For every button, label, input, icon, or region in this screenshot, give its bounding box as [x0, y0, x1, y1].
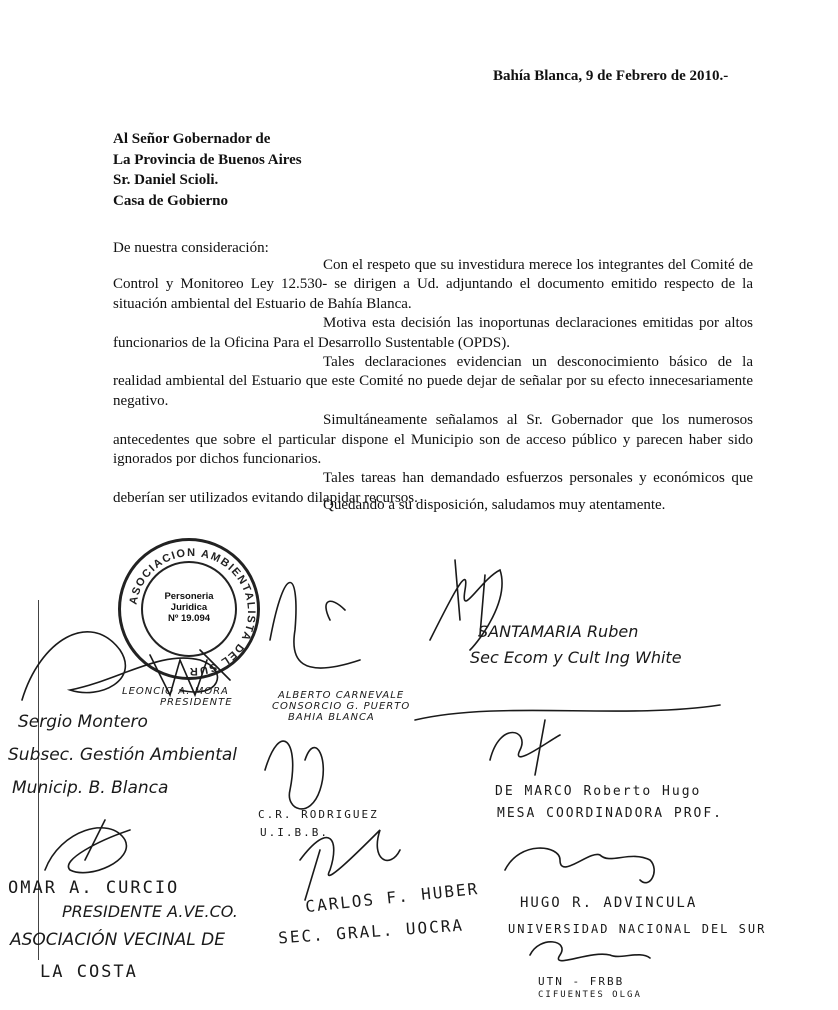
sig-curcio-name: OMAR A. CURCIO [8, 878, 180, 898]
sig-montero-name: Sergio Montero [18, 712, 148, 732]
sig-mora-name: LEONCIO A. MORA [122, 686, 229, 697]
sig-hugo-org: UNIVERSIDAD NACIONAL DEL SUR [508, 922, 767, 936]
sig-curcio-place: LA COSTA [40, 962, 138, 982]
sig-santamaria-name: SANTAMARIA Ruben [478, 622, 639, 641]
sig-curcio-org: ASOCIACIÓN VECINAL DE [10, 930, 226, 950]
body-paragraph: Con el respeto que su investidura merece los integrantes del Comité de Control y Monitoreo Ley 12.530- se dirigen a Ud. adjuntando el documento emitido respecto de la situación ambiental del Estuario de Bahía Blanca. [113, 257, 753, 312]
body-paragraph: Simultáneamente señalamos al Sr. Gobernador que los numerosos antecedentes que sobre el particular dispone el Municipio son de acceso público y parecen haber sido ignorados por dichos funcionarios. [113, 412, 753, 468]
sig-santamaria-title: Sec Ecom y Cult Ing White [470, 648, 682, 667]
recipient-line: Al Señor Gobernador de [113, 131, 271, 147]
sig-demarco-name: DE MARCO Roberto Hugo [495, 784, 702, 799]
seal-center-line: Juridica [170, 602, 208, 613]
letter-date: Bahía Blanca, 9 de Febrero de 2010.- [493, 68, 729, 84]
sig-montero-org: Municip. B. Blanca [12, 778, 169, 798]
recipient-line: Sr. Daniel Scioli. [113, 172, 219, 188]
sig-montero-title: Subsec. Gestión Ambiental [8, 745, 238, 765]
sig-curcio-title: PRESIDENTE A.VE.CO. [62, 902, 238, 921]
recipient-line: Casa de Gobierno [113, 192, 229, 209]
body-paragraph: Motiva esta decisión las inoportunas declaraciones emitidas por altos funcionarios de la Oficina Para el Desarrollo Sustentable (OPDS). [113, 315, 753, 351]
sig-hugo-name: HUGO R. ADVINCULA [520, 895, 698, 911]
sig-mora-title: PRESIDENTE [160, 697, 233, 708]
sig-carnevale-org: CONSORCIO G. PUERTO [272, 701, 411, 712]
sig-carnevale-city: BAHIA BLANCA [288, 712, 375, 723]
seal-ring-label: ASOCIACION AMBIENTALISTA DEL SUR [127, 546, 258, 678]
closing-line: Quedando a su disposición, saludamos muy atentamente. [323, 497, 666, 513]
sig-utn-org: UTN - FRBB [538, 975, 625, 988]
signature-scribble-hugo [505, 848, 654, 883]
signature-scribble-carnevale [270, 583, 360, 669]
sig-rodriguez-name: C.R. RODRIGUEZ [258, 808, 379, 821]
body-paragraph: Tales tareas han demandado esfuerzos personales y económicos que deberían ser utilizados evitando dilapidar recursos. [113, 470, 753, 506]
recipient-line: La Provincia de Buenos Aires [113, 151, 302, 168]
seal-center-line: Nº 19.094 [167, 613, 211, 624]
sig-huber-title: SEC. GRAL. UOCRA [277, 915, 465, 948]
signature-scribble-rodriguez [265, 741, 323, 809]
sig-rodriguez-org: U.I.B.B. [260, 826, 329, 839]
signature-scribble-utn [530, 942, 650, 961]
salutation: De nuestra consideración: [113, 240, 269, 256]
signature-scribble-curcio [45, 820, 130, 873]
sig-demarco-title: MESA COORDINADORA PROF. [497, 806, 724, 821]
sig-huber-name: CARLOS F. HUBER [304, 878, 481, 917]
sig-utn-name: CIFUENTES OLGA [538, 990, 642, 1000]
sig-carnevale-name: ALBERTO CARNEVALE [278, 690, 405, 701]
seal-center-line: Personeria [164, 591, 214, 602]
signature-scribble-demarco [415, 705, 720, 775]
body-paragraph: Tales declaraciones evidencian un desconocimiento básico de la realidad ambiental del Estuario que este Comité no puede dejar de señalar por su efecto innecesariamente negativo. [113, 354, 753, 409]
